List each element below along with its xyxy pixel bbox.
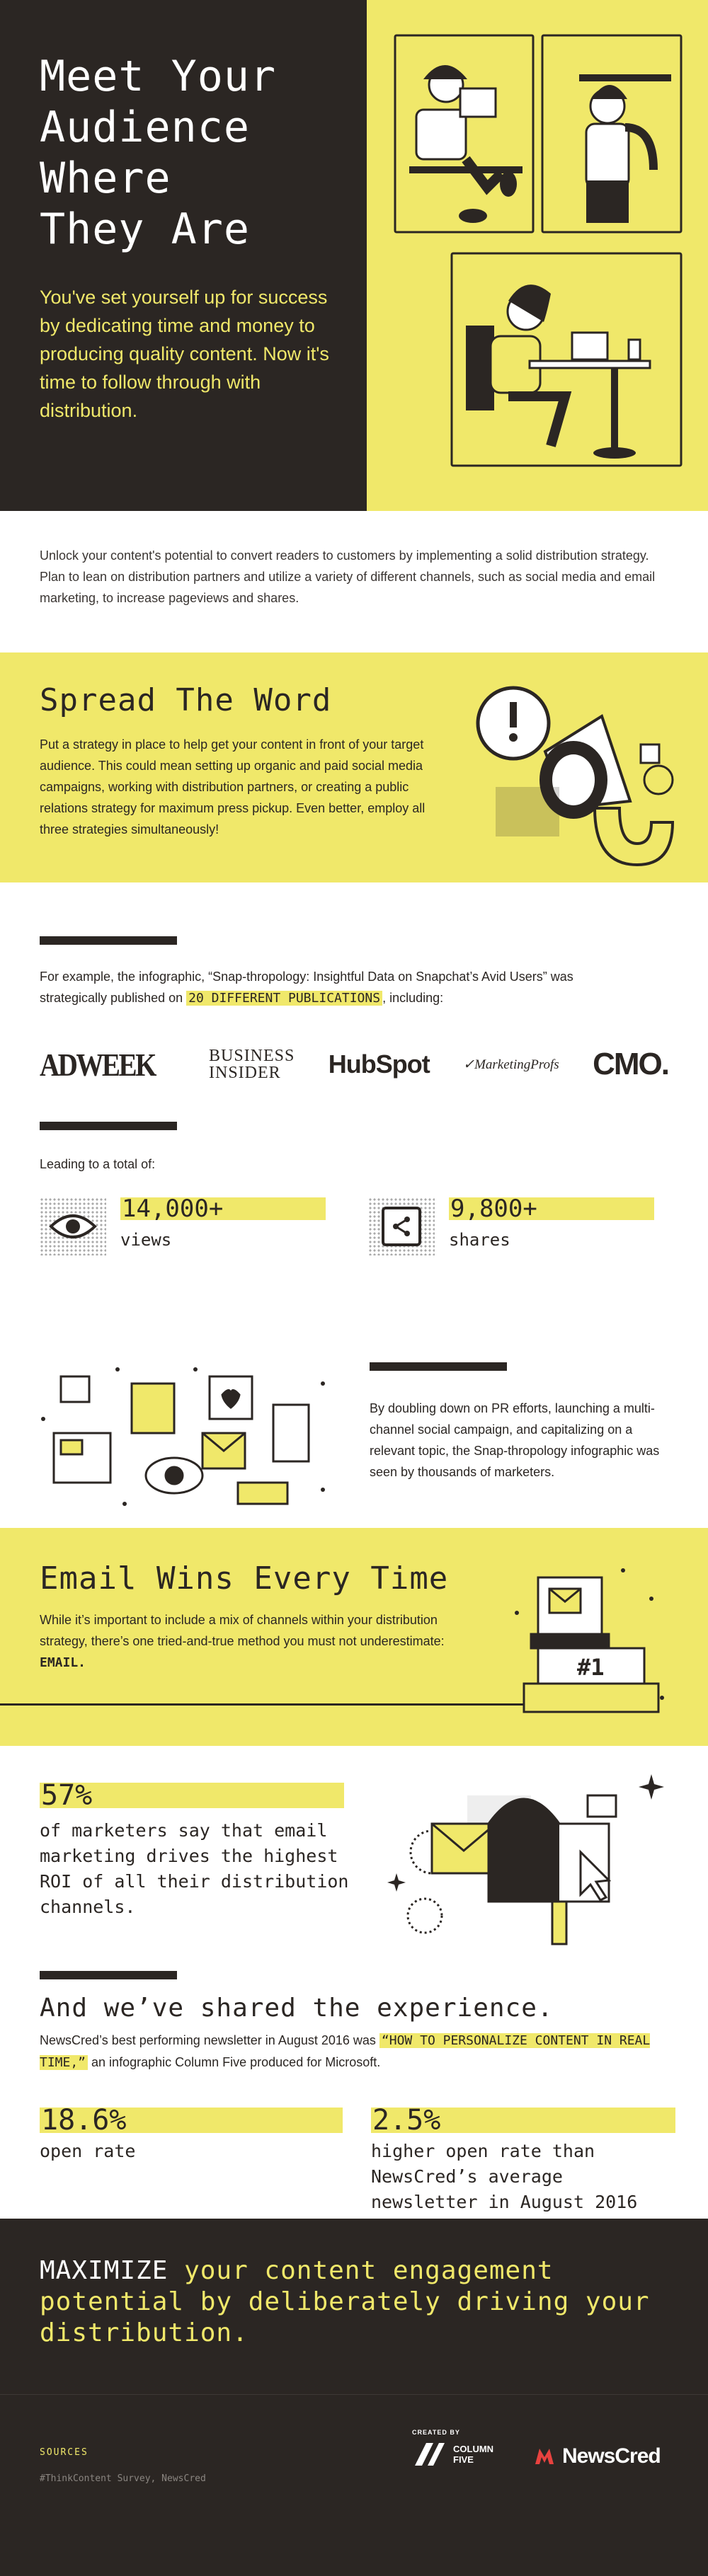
- business-insider-line: BUSINESS: [209, 1047, 295, 1065]
- footer: [0, 2394, 708, 2576]
- intro-text: Unlock your content's potential to convert readers to customers by implementing a solid distribution strategy. Plan to lean on distribution partners and utilize a variety of different channels, such as social media and email marketing, to increase pageviews and shares.: [40, 548, 656, 605]
- newscred-icon: [532, 2444, 556, 2468]
- spread-text: Put a strategy in place to help get your content in front of your target audience. This could mean setting up organic and paid social media campaigns, working with distribution partners, or creating a public relations strategy for maximum press pickup. Even better, employ all three strategies simultaneously!: [40, 737, 426, 836]
- stats-row: [40, 1197, 668, 1255]
- higher-open-rate-label: higher open rate than NewsCred’s average newsletter in August 2016: [371, 2141, 638, 2212]
- newsletter-highlight: “HOW TO PERSONALIZE CONTENT IN REAL TIME,”: [40, 2033, 651, 2070]
- commuter-with-phone-icon: [579, 74, 671, 223]
- example-text-before: For example, the infographic, “Snap-thropology: Insightful Data on Snapchat’s Avid Users” was strategically published on: [40, 970, 573, 1005]
- megaphone-illustration: [467, 667, 680, 872]
- example-text: [40, 966, 606, 1009]
- column-five-logo: [412, 2429, 494, 2468]
- hero-title-line: Where: [40, 154, 171, 203]
- email-heading: Email Wins Every Time: [40, 1560, 449, 1597]
- hero-section: [0, 0, 708, 511]
- person-with-laptop-icon: [409, 65, 523, 223]
- views-value: 14,000+: [120, 1197, 326, 1220]
- created-by-label: CREATED BY: [412, 2429, 460, 2436]
- open-rate-value: 18.6%: [40, 2108, 343, 2133]
- check-icon: ✓: [463, 1057, 475, 1072]
- mailbox-illustration: [382, 1767, 680, 1951]
- megaphone-icon: [478, 688, 673, 865]
- share-icon: [368, 1197, 435, 1255]
- rank-badge: #1: [577, 1654, 605, 1681]
- hero-title-line: They Are: [40, 205, 250, 254]
- section-divider-bar: [40, 1122, 177, 1130]
- column-five-wordmark: [453, 2444, 493, 2465]
- business-insider-line: INSIDER: [209, 1064, 281, 1082]
- stats-body-text: By doubling down on PR efforts, launching a multi-channel social campaign, and capitalizing on a relevant topic, the Snap-thropology infographic was seen by thousands of marketers.: [370, 1401, 660, 1479]
- business-insider-logo: [209, 1047, 295, 1081]
- computer-icon: [531, 1577, 609, 1648]
- open-rate-label: open rate: [40, 2141, 136, 2161]
- email-emphasis: EMAIL.: [40, 1655, 86, 1670]
- roi-description: of marketers say that email marketing drives the highest ROI of all their distribution channels.: [40, 1820, 349, 1917]
- shared-text-after: an infographic Column Five produced for Microsoft.: [88, 2055, 381, 2069]
- maximize-strong: MAXIMIZE: [40, 2256, 169, 2285]
- views-label: views: [120, 1230, 172, 1250]
- shares-value: 9,800+: [449, 1197, 654, 1220]
- hero-subtitle: You've set yourself up for success by dedicating time and money to producing quality content. Now it's time to follow through with distribution.: [40, 287, 329, 421]
- example-text-after: , including:: [382, 991, 444, 1005]
- spread-section: [0, 652, 708, 882]
- marketingprofs-text: MarketingProfs: [474, 1057, 559, 1072]
- stats-section: [0, 1122, 708, 1528]
- publications-highlight: 20 DIFFERENT PUBLICATIONS: [186, 991, 382, 1006]
- column-five-icon: [412, 2440, 446, 2468]
- email-underline: [0, 1703, 595, 1706]
- marketingprofs-logo: [463, 1057, 559, 1073]
- hero-title-line: Audience: [40, 103, 250, 152]
- adweek-logo: ADWEEK: [40, 1046, 155, 1083]
- sources-text: #ThinkContent Survey, NewsCred: [40, 2473, 206, 2484]
- open-rate-stat: [40, 2104, 343, 2215]
- shared-heading: And we’ve shared the experience.: [40, 1994, 554, 2023]
- views-stat: [40, 1197, 340, 1255]
- intro-section: [0, 511, 708, 652]
- newscred-wordmark: NewsCred: [562, 2444, 661, 2468]
- higher-open-rate-stat: [371, 2104, 675, 2215]
- eye-icon: [40, 1197, 106, 1255]
- computer-trophy-illustration: [510, 1556, 673, 1726]
- hubspot-logo: HubSpot: [328, 1050, 430, 1079]
- section-divider-bar: [40, 1971, 177, 1979]
- hero-illustration: [367, 0, 708, 511]
- sources-label: SOURCES: [40, 2447, 88, 2458]
- email-section: [0, 1528, 708, 1746]
- section-divider-bar: [370, 1362, 507, 1371]
- example-section: [0, 882, 708, 1122]
- higher-open-rate-value: 2.5%: [371, 2108, 675, 2133]
- cmo-logo: CMO.: [593, 1047, 668, 1081]
- roi-percent: 57%: [40, 1783, 344, 1808]
- person-at-desk-icon: [466, 284, 650, 459]
- open-rate-row: [40, 2104, 668, 2215]
- hero-title: [40, 51, 367, 255]
- maximize-section: [0, 2219, 708, 2394]
- maximize-rest: your content engagement potential by deliberately driving your distribution.: [40, 2256, 650, 2347]
- shared-text-before: NewsCred’s best performing newsletter in August 2016 was: [40, 2033, 379, 2047]
- shares-stat: [368, 1197, 668, 1255]
- email-text: [40, 1609, 464, 1674]
- stats-lead: Leading to a total of:: [40, 1157, 156, 1171]
- spread-heading: Spread The Word: [40, 682, 332, 718]
- column-five-line: FIVE: [453, 2454, 474, 2465]
- maximize-text: [40, 2255, 668, 2349]
- social-media-illustration: [40, 1355, 337, 1511]
- shared-text: [40, 2030, 677, 2074]
- publication-logos: [40, 1043, 668, 1086]
- stats-body: [370, 1362, 667, 1483]
- hero-title-line: Meet Your: [40, 52, 277, 101]
- hero-text-panel: [0, 0, 367, 511]
- column-five-line: COLUMN: [453, 2444, 494, 2454]
- section-divider-bar: [40, 936, 177, 945]
- newscred-logo: [532, 2444, 661, 2468]
- roi-section: [0, 1746, 708, 2219]
- email-text-body: While it’s important to include a mix of channels within your distribution strategy, there’s one tried-and-true method you must not underestimate:: [40, 1613, 445, 1648]
- shares-label: shares: [449, 1230, 510, 1250]
